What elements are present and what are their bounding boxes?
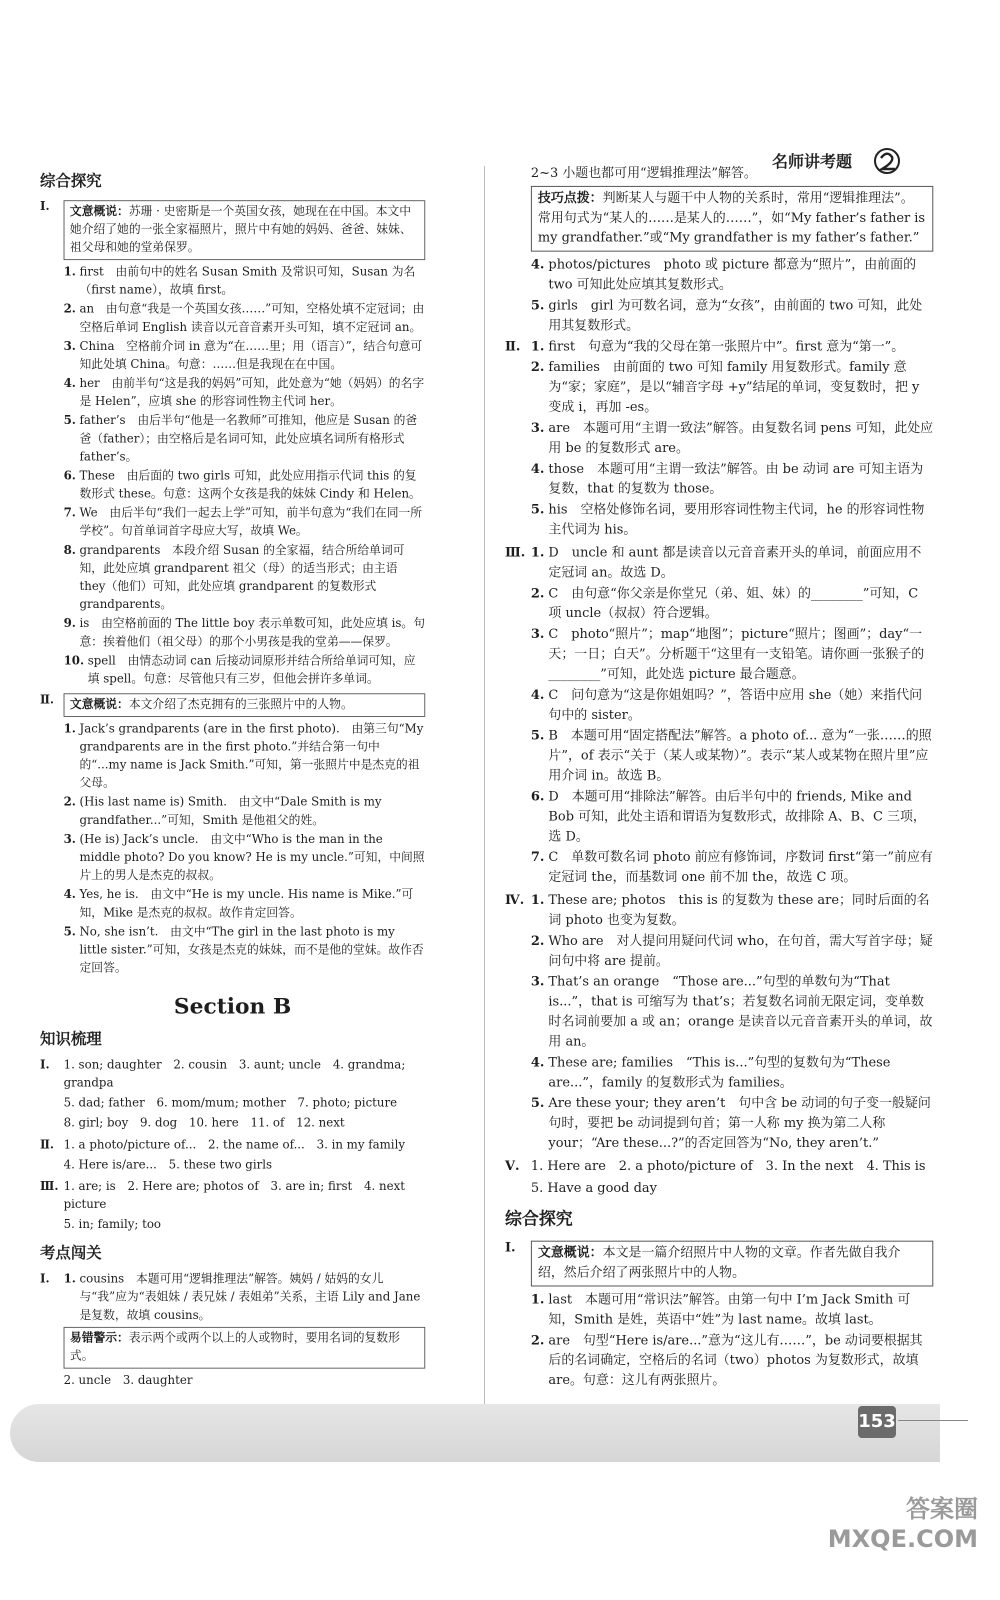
- roman-numeral: Ⅲ.: [40, 1180, 59, 1194]
- exercise-group-V: [505, 1157, 933, 1201]
- item-number: 5.: [530, 298, 545, 314]
- item-text: last 本题可用“常识法”解答。由第一句中 I’m Jack Smith 可知，Smith 是姓，英语中“姓”为 last name。故填 last。: [548, 1292, 911, 1328]
- answer-item: [64, 301, 426, 337]
- answer-line: 5. dad; father 6. mom/mum; mother 7. photo; picture: [63, 1096, 398, 1111]
- answer-item: [531, 337, 933, 357]
- exercise-group-II: [505, 337, 933, 541]
- answer-item: [531, 419, 933, 459]
- warning-label: 易错警示：: [69, 1331, 129, 1346]
- item-text: China 空格前介词 in 意为“在……里；用（语言）”，结合句意可知此处填 China。句意：……但是我现在在中国。: [79, 339, 423, 372]
- section-title-comprehensive: 综合探究: [505, 1209, 573, 1230]
- answer-item: [531, 848, 933, 888]
- knowledge-group-I: [40, 1057, 425, 1135]
- item-text: first 由前句中的姓名 Susan Smith 及常识可知，Susan 为名（first name），故填 first。: [79, 265, 416, 298]
- answer-item: [64, 338, 426, 374]
- left-column: [40, 164, 425, 1394]
- answer-list: [531, 1290, 933, 1391]
- item-number: 2.: [63, 302, 76, 317]
- answer-line: 1. are; is 2. Here are; photos of 3. are in; first 4. next picture: [63, 1180, 405, 1212]
- roman-numeral: Ⅱ.: [40, 1138, 55, 1152]
- page-number-rule: [898, 1420, 968, 1421]
- item-text: are 句型“Here is/are...”意为“这儿有……”，be 动词要根据其后的名词确定，空格后的名词（two）photos 为复数形式，故填 are。句意：这儿有两张照片。: [548, 1333, 923, 1389]
- answer-lines: [64, 1178, 426, 1236]
- column-divider: [484, 166, 485, 1436]
- summary-text: 本文介绍了杰克拥有的三张照片中的人物。: [128, 697, 353, 712]
- knowledge-group-II: [40, 1137, 425, 1177]
- section-title-comprehensive: 综合探究: [40, 172, 102, 191]
- knowledge-group-III: [40, 1178, 425, 1236]
- item-number: 5.: [63, 925, 76, 939]
- answer-line: 2. uncle 3. daughter: [63, 1374, 193, 1388]
- roman-numeral: Ⅰ.: [40, 1272, 50, 1287]
- roman-numeral: Ⅰ.: [40, 1058, 50, 1073]
- exercise-group-I: [505, 1239, 933, 1392]
- answer-item: [531, 891, 933, 931]
- summary-text: 苏珊 · 史密斯是一个英国女孩，她现在在中国。本文中她介绍了她的一张全家福照片，照片中有她的妈妈、爸爸、妹妹、祖父母和她的堂弟保罗。: [69, 204, 412, 255]
- page-number: 153: [858, 1406, 896, 1438]
- section-b-title: Section B: [173, 992, 292, 1019]
- roman-numeral: Ⅴ.: [505, 1159, 520, 1174]
- answer-line: 4. Here is/are... 5. these two girls: [63, 1158, 273, 1172]
- item-number: 3.: [63, 832, 76, 847]
- answer-item: [64, 264, 426, 300]
- answer-item: [64, 886, 426, 922]
- exercise-group-I: [40, 198, 425, 689]
- item-number: 9.: [63, 617, 76, 631]
- item-text: Are these your; they aren’t 句中含 be 动词的句子变一般疑问句时，要把 be 动词提到句首；第一人称 my 换为第二人称 your；“Are these...?”的否定回答为“No, they aren’t.”: [548, 1096, 931, 1152]
- answer-lines: [64, 1137, 426, 1177]
- item-text: first 句意为“我的父母在第一张照片中”。first 意为“第一”。: [548, 339, 905, 355]
- warning-text: 表示两个或两个以上的人或物时，要用名词的复数形式。: [69, 1331, 400, 1364]
- item-text: are 本题可用“主谓一致法”解答。由复数名词 pens 可知，此处应用 be 的复数形式 are。: [548, 420, 934, 456]
- section-title-knowledge: 知识梳理: [40, 1030, 102, 1049]
- item-text: is 由空格前面的 The little boy 表示单数可知，此处应填 is。句意：挨着他们（祖父母）的那个小男孩是我的堂弟——保罗。: [79, 617, 425, 649]
- item-text: those 本题可用“主谓一致法”解答。由 be 动词 are 可知主语为复数，that 的复数为 those。: [548, 461, 924, 497]
- answer-item: [531, 787, 933, 847]
- running-header-title: 名师讲考题: [772, 152, 853, 171]
- item-number: 6.: [530, 789, 545, 805]
- item-text: photos/pictures photo 或 picture 都意为“照片”，由前面的 two 可知此处应填其复数形式。: [548, 257, 917, 293]
- item-text: an 由句意“我是一个英国女孩……”可知，空格处填不定冠词；由空格后单词 English 读音以元音音素开头可知，填不定冠词 an。: [79, 302, 425, 335]
- answer-list: [64, 264, 426, 689]
- item-text: We 由后半句“我们一起去上学”可知，前半句意为“我们在同一所学校”。句首单词首字母应大写，故填 We。: [79, 506, 423, 539]
- summary-box: [64, 693, 426, 717]
- item-number: 2.: [530, 586, 545, 602]
- item-text: C 单数可数名词 photo 前应有修饰词，序数词 first“第一”前应有定冠词 the，而基数词 one 前不加 the，故选 C 项。: [548, 850, 933, 886]
- item-text: C 问句意为“这是你姐姐吗？”，答语中应用 she（她）来指代问句中的 sister。: [548, 687, 923, 723]
- item-text: cousins 本题可用“逻辑推理法”解答。姨妈 / 姑妈的女儿与“我”应为“表姐妹 / 表兄妹 / 表姐弟”关系，主语 Lily and Jane 是复数，故填 cousins。: [79, 1272, 421, 1323]
- answer-item: [64, 412, 426, 466]
- item-number: 1.: [530, 339, 545, 355]
- item-text: That’s an orange “Those are...”句型的单数句为“That is...”，that is 可缩写为 that’s；若复数名词前无限定词，变单数时名词前要加 a 或 an；orange 是读音以元音音素开头的单词，故用 an。: [548, 974, 933, 1050]
- answer-list: [531, 543, 933, 889]
- summary-label: 文意概说：: [69, 697, 129, 712]
- answer-item: [531, 501, 933, 541]
- item-number: 1.: [63, 722, 76, 736]
- item-text: These 由后面的 two girls 可知，此处应用指示代词 this 的复数形式 these。句意：这两个女孩是我的妹妹 Cindy 和 Helen。: [79, 469, 421, 502]
- item-text: grandparents 本段介绍 Susan 的全家福，结合所给单词可知，此处应填 grandparent 祖父（母）的适当形式；由主语 they（他们）可知，此处应填 grandparent 的复数形式 grandparents。: [79, 543, 405, 612]
- item-text: D uncle 和 aunt 都是读音以元音音素开头的单词，前面应用不定冠词 an。故选 D。: [548, 545, 922, 581]
- item-text: These are; photos this is 的复数为 these are；同时后面的名词 photo 也变为复数。: [548, 893, 930, 928]
- item-number: 5.: [530, 728, 545, 744]
- checkpoint-group-I: [40, 1271, 425, 1392]
- answer-line: 1. son; daughter 2. cousin 3. aunt; uncle 4. grandma; grandpa: [63, 1058, 406, 1091]
- answer-item: [531, 932, 933, 972]
- answer-list: [64, 721, 426, 978]
- summary-label: 文意概说：: [69, 204, 129, 219]
- item-text: Jack’s grandparents (are in the first photo). 由第三句“My grandparents are in the first photo.”并结合第一句中的“...my name is Jack Smith.”可知，第一张照片中是杰克的祖父母。: [79, 722, 424, 791]
- answer-item: [64, 924, 426, 978]
- roman-numeral: Ⅲ.: [505, 545, 526, 561]
- item-text: families 由前面的 two 可知 family 用复数形式。family 意为“家；家庭”，是以“辅音字母 +y”结尾的单词，变复数时，把 y 变成 i，再加 -es。: [548, 360, 920, 415]
- exercise-group-III: [505, 543, 933, 889]
- item-text: his 空格处修饰名词，要用形容词性物主代词，he 的形容词性物主代词为 his。: [548, 502, 925, 538]
- item-number: 10.: [63, 654, 85, 668]
- answer-item: [531, 1331, 933, 1391]
- item-text: father’s 由后半句“他是一名教师”可推知，他应是 Susan 的爸爸（father）；由空格后是名词可知，此处应填名词所有格形式 father’s。: [79, 414, 418, 465]
- item-text: No, she isn’t. 由文中“The girl in the last photo is my little sister.”可知，女孩是杰克的妹妹，而不是他的堂妹。故作否定回答。: [79, 925, 424, 976]
- answer-item: [531, 1290, 933, 1330]
- answer-item: [64, 468, 426, 504]
- item-number: 3.: [530, 974, 545, 990]
- item-text: D 本题可用“排除法”解答。由后半句中的 friends, Mike and Bob 可知，此处主语和谓语为复数形式，故排除 A、B、C 三项，选 D。: [548, 789, 926, 845]
- answer-line: 1. Here are 2. a photo/picture of 3. In the next 4. This is: [530, 1159, 926, 1174]
- answer-item: [64, 542, 426, 615]
- item-number: 2.: [530, 360, 545, 376]
- item-number: 5.: [530, 502, 545, 518]
- item-number: 1.: [530, 893, 545, 909]
- answer-item: [531, 1094, 933, 1154]
- item-number: 4.: [63, 377, 76, 391]
- answer-item: [64, 794, 426, 830]
- section-title-checkpoint: 考点闯关: [40, 1244, 102, 1263]
- answer-item: [64, 831, 426, 885]
- tip-label: 技巧点拨：: [537, 190, 603, 206]
- answer-list: [531, 891, 933, 1155]
- item-number: 2.: [530, 933, 545, 949]
- item-number: 7.: [530, 850, 545, 866]
- tip-box: [531, 186, 933, 252]
- answer-lines: [64, 1057, 426, 1135]
- answer-item: [531, 625, 933, 685]
- answer-item: [531, 686, 933, 726]
- item-text: These are; families “This is...”句型的复数句为“These are...”，family 的复数形式为 families。: [548, 1055, 891, 1091]
- answer-item: [64, 721, 426, 794]
- roman-numeral: Ⅱ.: [40, 693, 55, 707]
- item-number: 2.: [63, 795, 76, 810]
- item-text: spell 由情态动词 can 后接动词原形并结合所给单词可知，应填 spell。句意：尽管他只有三岁，但他会拼许多单词。: [87, 654, 416, 687]
- item-number: 3.: [530, 420, 545, 436]
- item-text: Who are 对人提问用疑问代词 who，在句首，需大写首字母；疑问句中将 are 提前。: [548, 933, 933, 969]
- answer-item: [531, 584, 933, 624]
- answer-item: [531, 543, 933, 583]
- watermark: [828, 1494, 978, 1554]
- answer-item: [64, 1271, 426, 1325]
- warning-box: [64, 1327, 426, 1369]
- item-number: 1.: [530, 545, 545, 561]
- item-number: 8.: [63, 543, 76, 558]
- answer-item: [531, 727, 933, 787]
- item-number: 1.: [63, 265, 76, 280]
- item-text: her 由前半句“这是我的妈妈”可知，此处意为“她（妈妈）的名字是 Helen”，应填 she 的形容词性物主代词 her。: [79, 377, 425, 409]
- item-number: 4.: [63, 888, 76, 902]
- answer-item: [531, 256, 933, 296]
- item-text: girls girl 为可数名词，意为“女孩”，由前面的 two 可知，此处用其复数形式。: [548, 298, 923, 334]
- roman-numeral: Ⅰ.: [40, 200, 50, 214]
- item-number: 4.: [530, 1055, 545, 1071]
- item-number: 5.: [530, 1096, 545, 1112]
- answer-item: [64, 375, 426, 411]
- summary-text: 本文是一篇介绍照片中人物的文章。作者先做自我介绍，然后介绍了两张照片中的人物。: [537, 1245, 901, 1281]
- answer-item: [64, 653, 426, 689]
- item-text: B 本题可用“固定搭配法”解答。a photo of... 意为“一张……的照片”，of 表示“关于（某人或某物）”。表示“某人或某物在照片里”应用介词 in。故选 B。: [548, 728, 932, 784]
- answer-line: 5. Have a good day: [530, 1180, 657, 1196]
- answer-line: 5. in; family; too: [63, 1218, 162, 1232]
- answer-line: 1. a photo/picture of... 2. the name of... 3. in my family: [63, 1138, 406, 1152]
- item-text: Yes, he is. 由文中“He is my uncle. His name is Mike.”可知，Mike 是杰克的叔叔。故作肯定回答。: [79, 888, 414, 920]
- footer-band: [10, 1404, 940, 1462]
- watermark-line-1: 答案圈: [906, 1495, 978, 1523]
- answer-list: [531, 256, 933, 337]
- answer-item: [531, 296, 933, 336]
- answer-line: 8. girl; boy 9. dog 10. here 11. of 12. next: [63, 1116, 345, 1131]
- item-number: 3.: [530, 627, 545, 643]
- answer-item: [531, 1053, 933, 1093]
- answer-item: [64, 615, 426, 651]
- item-text: (He is) Jack’s uncle. 由文中“Who is the man in the middle photo? Do you know? He is my uncle.”可知，中间照片上的男人是杰克的叔叔。: [79, 832, 425, 883]
- roman-numeral: Ⅰ.: [505, 1240, 516, 1256]
- tip-text: 判断某人与题干中人物的关系时，常用“逻辑推理法”。常用句式为“某人的……是某人的……”，如“My father’s father is my grandfather.”或“My grandfather is my father’s father.”: [537, 190, 926, 246]
- continuation-line: 2~3 小题也都可用“逻辑推理法”解答。: [530, 165, 757, 181]
- item-text: C photo“照片”；map“地图”；picture“照片；图画”；day“一天；一日；白天”。分析题干“这里有一支铅笔。请你画一张猴子的________”可知，此处选 picture 最合题意。: [548, 627, 925, 682]
- answer-item: [64, 505, 426, 541]
- item-number: 2.: [530, 1333, 545, 1349]
- answer-item: [531, 973, 933, 1053]
- item-number: 1.: [530, 1292, 545, 1308]
- roman-numeral: Ⅱ.: [505, 339, 521, 355]
- item-number: 4.: [530, 257, 545, 273]
- watermark-line-2: MXQE.COM: [827, 1525, 978, 1553]
- item-number: 5.: [63, 414, 76, 428]
- item-number: 3.: [63, 339, 76, 354]
- answer-item: [531, 358, 933, 418]
- right-column: [505, 164, 933, 1394]
- item-text: (His last name is) Smith. 由文中“Dale Smith is my grandfather...”可知，Smith 是他祖父的姓。: [79, 795, 382, 828]
- exercise-group-IV: [505, 891, 933, 1155]
- item-text: C 由句意“你父亲是你堂兄（弟、姐、妹）的________”可知，C 项 uncle（叔叔）符合逻辑。: [548, 586, 919, 622]
- roman-numeral: Ⅳ.: [505, 893, 525, 909]
- summary-label: 文意概说：: [537, 1245, 603, 1261]
- exercise-group-II: [40, 692, 425, 979]
- item-number: 6.: [63, 469, 76, 484]
- answer-item: [531, 460, 933, 500]
- answer-lines: [531, 1157, 933, 1201]
- item-number: 4.: [530, 687, 545, 703]
- summary-box: [531, 1241, 933, 1287]
- item-number: 7.: [63, 506, 76, 521]
- item-number: 4.: [530, 461, 545, 477]
- summary-box: [64, 200, 426, 260]
- item-number: 1.: [63, 1272, 76, 1287]
- answer-list: [531, 337, 933, 541]
